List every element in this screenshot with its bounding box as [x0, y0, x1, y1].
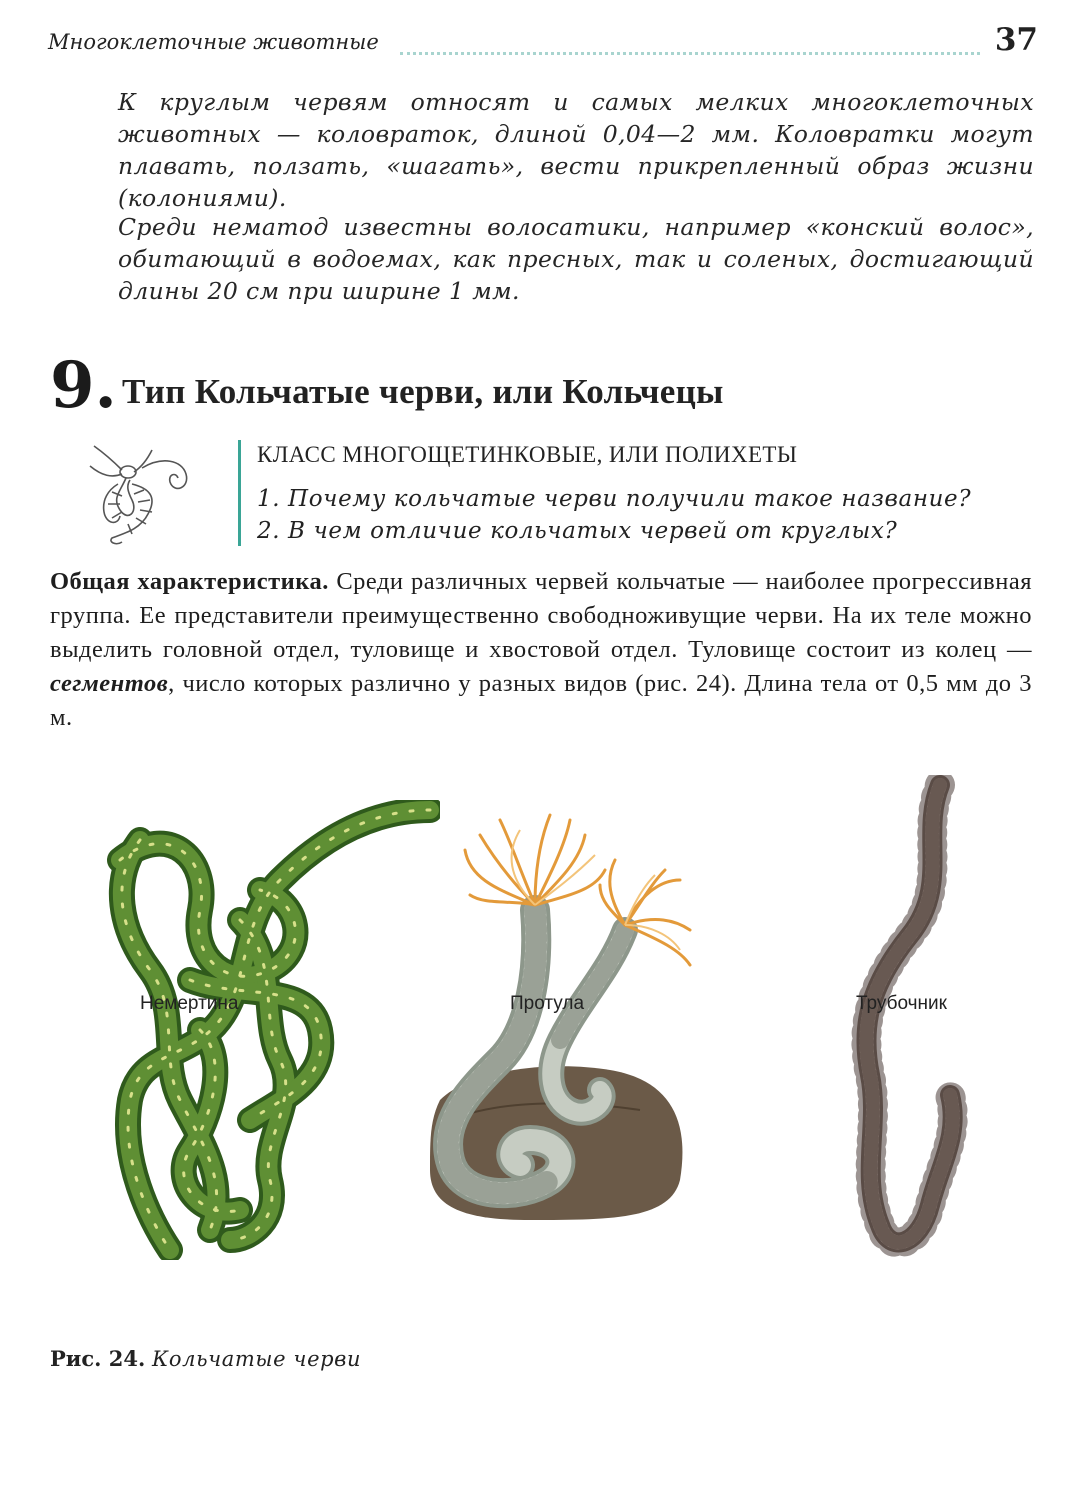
polychaete-illustration	[82, 438, 202, 550]
caption-number: Рис. 24.	[50, 1346, 146, 1371]
label-nemertea: Немертина	[140, 993, 239, 1014]
caption-text: Кольчатые черви	[152, 1347, 362, 1371]
section-number: 9.	[50, 348, 117, 423]
note-horsehair-worm: Среди нематод известны волосатики, например «конский волос», обитающий в водоемах, как пресных, так и соленых, достигающий длины 20 см при ширине 1 мм.	[118, 213, 1034, 305]
paragraph-lead: Общая характеристика.	[50, 568, 329, 595]
running-title: Многоклеточные животные	[48, 30, 385, 54]
paragraph-text-2: , число которых различно у разных видов (рис. 24). Длина тела от 0,5 мм до 3 м.	[50, 670, 1032, 731]
protula-illustration	[410, 800, 710, 1230]
term-segments: сегментов	[50, 670, 169, 697]
note-rotifers: К круглым червям относят и самых мелких многоклеточных животных — коловраток, длиной 0,04—2 мм. Коловратки могут плавать, ползать, «шагать», вести прикрепленный образ жизни (колониями).	[118, 88, 1034, 212]
running-head	[48, 22, 1038, 58]
question-2: 2. В чем отличие кольчатых червей от круглых?	[257, 518, 898, 544]
general-characteristics-paragraph	[50, 565, 1032, 735]
figure-caption	[50, 1346, 361, 1371]
dotted-leader	[400, 52, 980, 55]
paragraph-text-1: Среди различных червей кольчатые — наиболее прогрессивная группа. Ее представители преимущественно свободноживущие черви. На их теле можно выделить головной отдел, туловище и хвостовой отдел. Туловище состоит из колец —	[50, 568, 1032, 663]
tubifex-illustration	[830, 775, 990, 1275]
class-box	[238, 440, 1041, 546]
section-heading	[50, 350, 1050, 430]
page-number: 37	[994, 22, 1038, 58]
section-title: Тип Кольчатые черви, или Кольчецы	[122, 372, 724, 411]
label-protula: Протула	[510, 993, 585, 1014]
class-heading: КЛАСС МНОГОЩЕТИНКОВЫЕ, ИЛИ ПОЛИХЕТЫ	[257, 442, 798, 467]
label-tubifex: Трубочник	[856, 993, 947, 1014]
nemertea-illustration	[80, 800, 440, 1260]
question-1: 1. Почему кольчатые черви получили такое название?	[257, 486, 972, 512]
